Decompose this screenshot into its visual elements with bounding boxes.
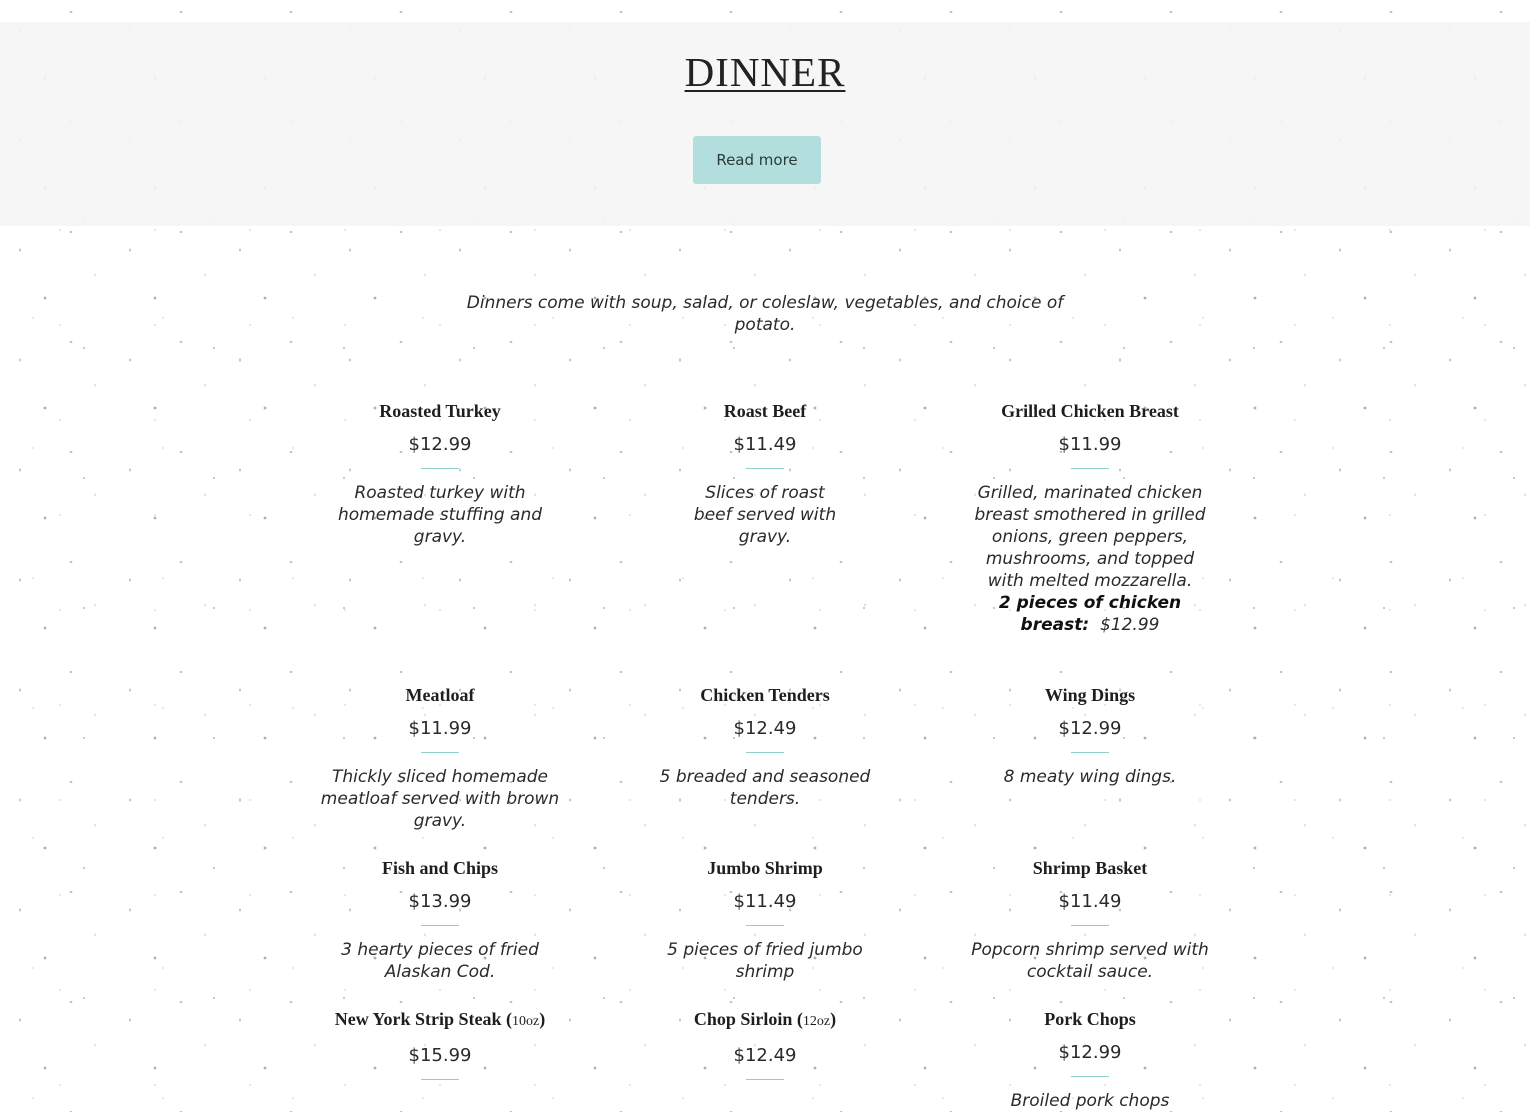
item-price: $13.99: [408, 891, 472, 912]
item-price: $15.99: [408, 1045, 472, 1066]
item-name: New York Strip Steak (10oz): [334, 1009, 546, 1029]
item-price: $12.99: [1058, 718, 1122, 739]
item-divider: [1071, 752, 1109, 753]
item-description: Broiled pork chops: [1010, 1091, 1170, 1111]
extra-option-label: 2 pieces of chicken breast:: [998, 593, 1182, 635]
item-price: $11.49: [733, 891, 797, 912]
item-divider: [421, 468, 459, 469]
item-divider: [421, 925, 459, 926]
item-price: $12.49: [733, 1045, 797, 1066]
item-name: Chicken Tenders: [700, 685, 830, 705]
item-description: 3 hearty pieces of fried Alaskan Cod.: [341, 940, 539, 982]
item-extra-option: [970, 592, 1210, 636]
item-name: Wing Dings: [1044, 685, 1136, 705]
item-divider: [746, 752, 784, 753]
item-divider: [1071, 925, 1109, 926]
item-description: Roasted turkey with homemade stuffing and gravy.: [337, 483, 543, 547]
item-description: Slices of roast beef served with gravy.: [693, 483, 837, 547]
item-price: $11.49: [733, 434, 797, 455]
item-description: Popcorn shrimp served with cocktail sauce.: [971, 940, 1209, 982]
item-description: 5 breaded and seasoned tenders.: [659, 767, 871, 809]
item-price: $11.99: [408, 718, 472, 739]
menu-item-roast-beef: [645, 400, 885, 548]
menu-item-meatloaf: [320, 684, 560, 832]
item-divider: [421, 1079, 459, 1080]
menu-item-grilled-chicken-breast: [970, 400, 1210, 636]
item-name: Roasted Turkey: [379, 401, 501, 421]
item-name: Shrimp Basket: [1032, 858, 1148, 878]
menu-item-shrimp-basket: [970, 857, 1210, 983]
page-title: DINNER: [684, 49, 846, 95]
item-description: 8 meaty wing dings.: [1003, 767, 1177, 787]
item-divider: [746, 468, 784, 469]
item-description: 5 pieces of fried jumbo shrimp: [667, 940, 863, 982]
menu-item-jumbo-shrimp: [645, 857, 885, 983]
item-name: Pork Chops: [1044, 1009, 1136, 1029]
item-divider: [1071, 468, 1109, 469]
menu-item-chop-sirloin: [645, 1008, 885, 1080]
item-description: Grilled, marinated chicken breast smothered in grilled onions, green peppers, mushrooms, and topped with melted mozzarella.: [974, 483, 1206, 591]
menu-item-new-york-strip-steak: [320, 1008, 560, 1080]
item-divider: [421, 752, 459, 753]
item-divider: [746, 1079, 784, 1080]
menu-item-chicken-tenders: [645, 684, 885, 810]
read-more-button[interactable]: Read more: [693, 136, 821, 184]
item-divider: [1071, 1076, 1109, 1077]
item-portion-size: 10oz: [512, 1014, 540, 1029]
item-name: Roast Beef: [723, 401, 807, 421]
item-price: $12.99: [408, 434, 472, 455]
item-price: $11.99: [1058, 434, 1122, 455]
menu-item-pork-chops: [970, 1008, 1210, 1112]
item-name: Grilled Chicken Breast: [1001, 401, 1179, 421]
item-name: Chop Sirloin (12oz): [693, 1009, 837, 1029]
item-divider: [746, 925, 784, 926]
item-name: Meatloaf: [405, 685, 475, 705]
item-price: $12.49: [733, 718, 797, 739]
item-name: Jumbo Shrimp: [707, 858, 823, 878]
item-description: Thickly sliced homemade meatloaf served with brown gravy.: [320, 767, 560, 831]
extra-option-price: $12.99: [1099, 615, 1160, 635]
menu-intro: Dinners come with soup, salad, or coleslaw, vegetables, and choice of potato.: [466, 293, 1064, 335]
item-price: $12.99: [1058, 1042, 1122, 1063]
item-portion-size: 12oz: [802, 1014, 831, 1029]
menu-item-fish-and-chips: [320, 857, 560, 983]
menu-item-wing-dings: [970, 684, 1210, 788]
item-name: Fish and Chips: [381, 858, 499, 878]
item-price: $11.49: [1058, 891, 1122, 912]
menu-item-roasted-turkey: [320, 400, 560, 548]
